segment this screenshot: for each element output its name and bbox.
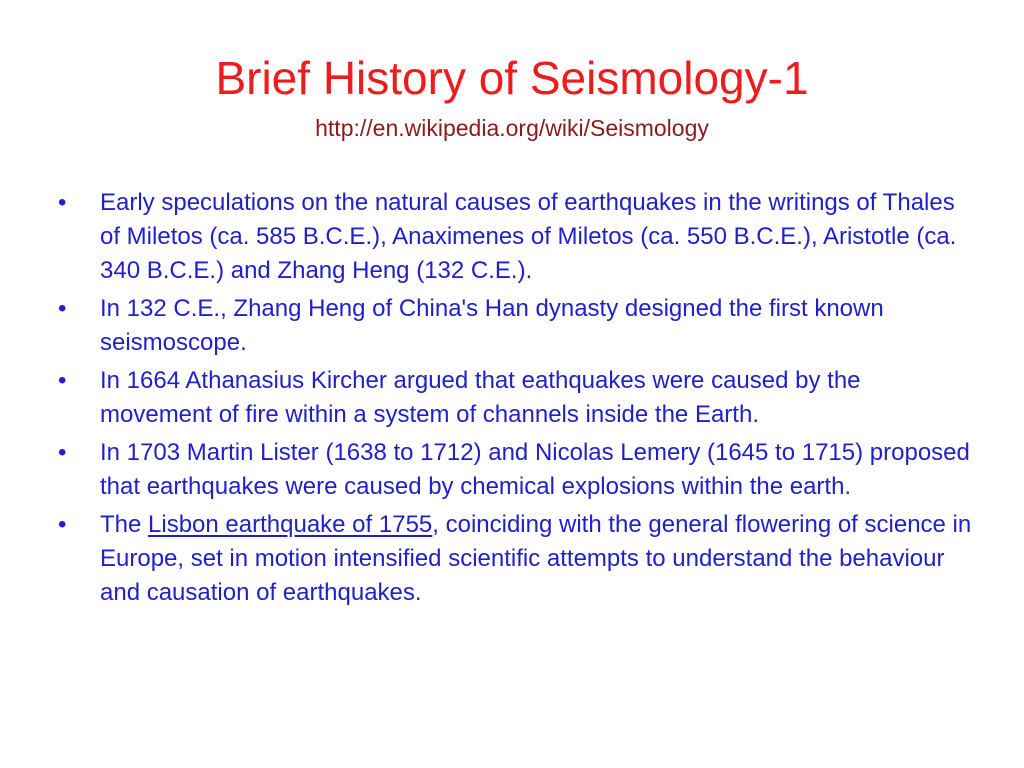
- bullet-list: [58, 186, 978, 614]
- bullet-text-suffix: , coinciding with the general flowering of science in Europe, set in motion intensified scientific attempts to understand the behaviour and causation of earthquakes.: [100, 511, 972, 606]
- bullet-item-3: [58, 364, 978, 432]
- bullet-item-1: [58, 186, 978, 288]
- bullet-icon: •: [58, 511, 67, 538]
- slide-title: Brief History of Seismology-1: [215, 52, 809, 104]
- bullet-icon: •: [58, 295, 67, 322]
- bullet-item-2: [58, 292, 978, 360]
- bullet-text: Early speculations on the natural causes of earthquakes in the writings of Thales of Miletos (ca. 585 B.C.E.), Anaximenes of Miletos (ca. 550 B.C.E.), Aristotle (ca. 340 B.C.E.) and Zhang Heng (132 C.E.).: [100, 189, 957, 284]
- bullet-icon: •: [58, 367, 67, 394]
- slide-subtitle-url: http://en.wikipedia.org/wiki/Seismology: [315, 115, 709, 141]
- bullet-icon: •: [58, 439, 67, 466]
- bullet-item-5: [58, 508, 978, 610]
- lisbon-earthquake-link[interactable]: Lisbon earthquake of 1755: [148, 511, 433, 538]
- bullet-text-prefix: The: [100, 511, 149, 538]
- bullet-icon: •: [58, 189, 67, 216]
- bullet-text: In 1664 Athanasius Kircher argued that eathquakes were caused by the movement of fire within a system of channels inside the Earth.: [100, 367, 861, 428]
- bullet-text: In 132 C.E., Zhang Heng of China's Han dynasty designed the first known seismoscope.: [100, 295, 884, 356]
- bullet-item-4: [58, 436, 978, 504]
- bullet-text: In 1703 Martin Lister (1638 to 1712) and Nicolas Lemery (1645 to 1715) proposed that earthquakes were caused by chemical explosions within the earth.: [100, 439, 970, 500]
